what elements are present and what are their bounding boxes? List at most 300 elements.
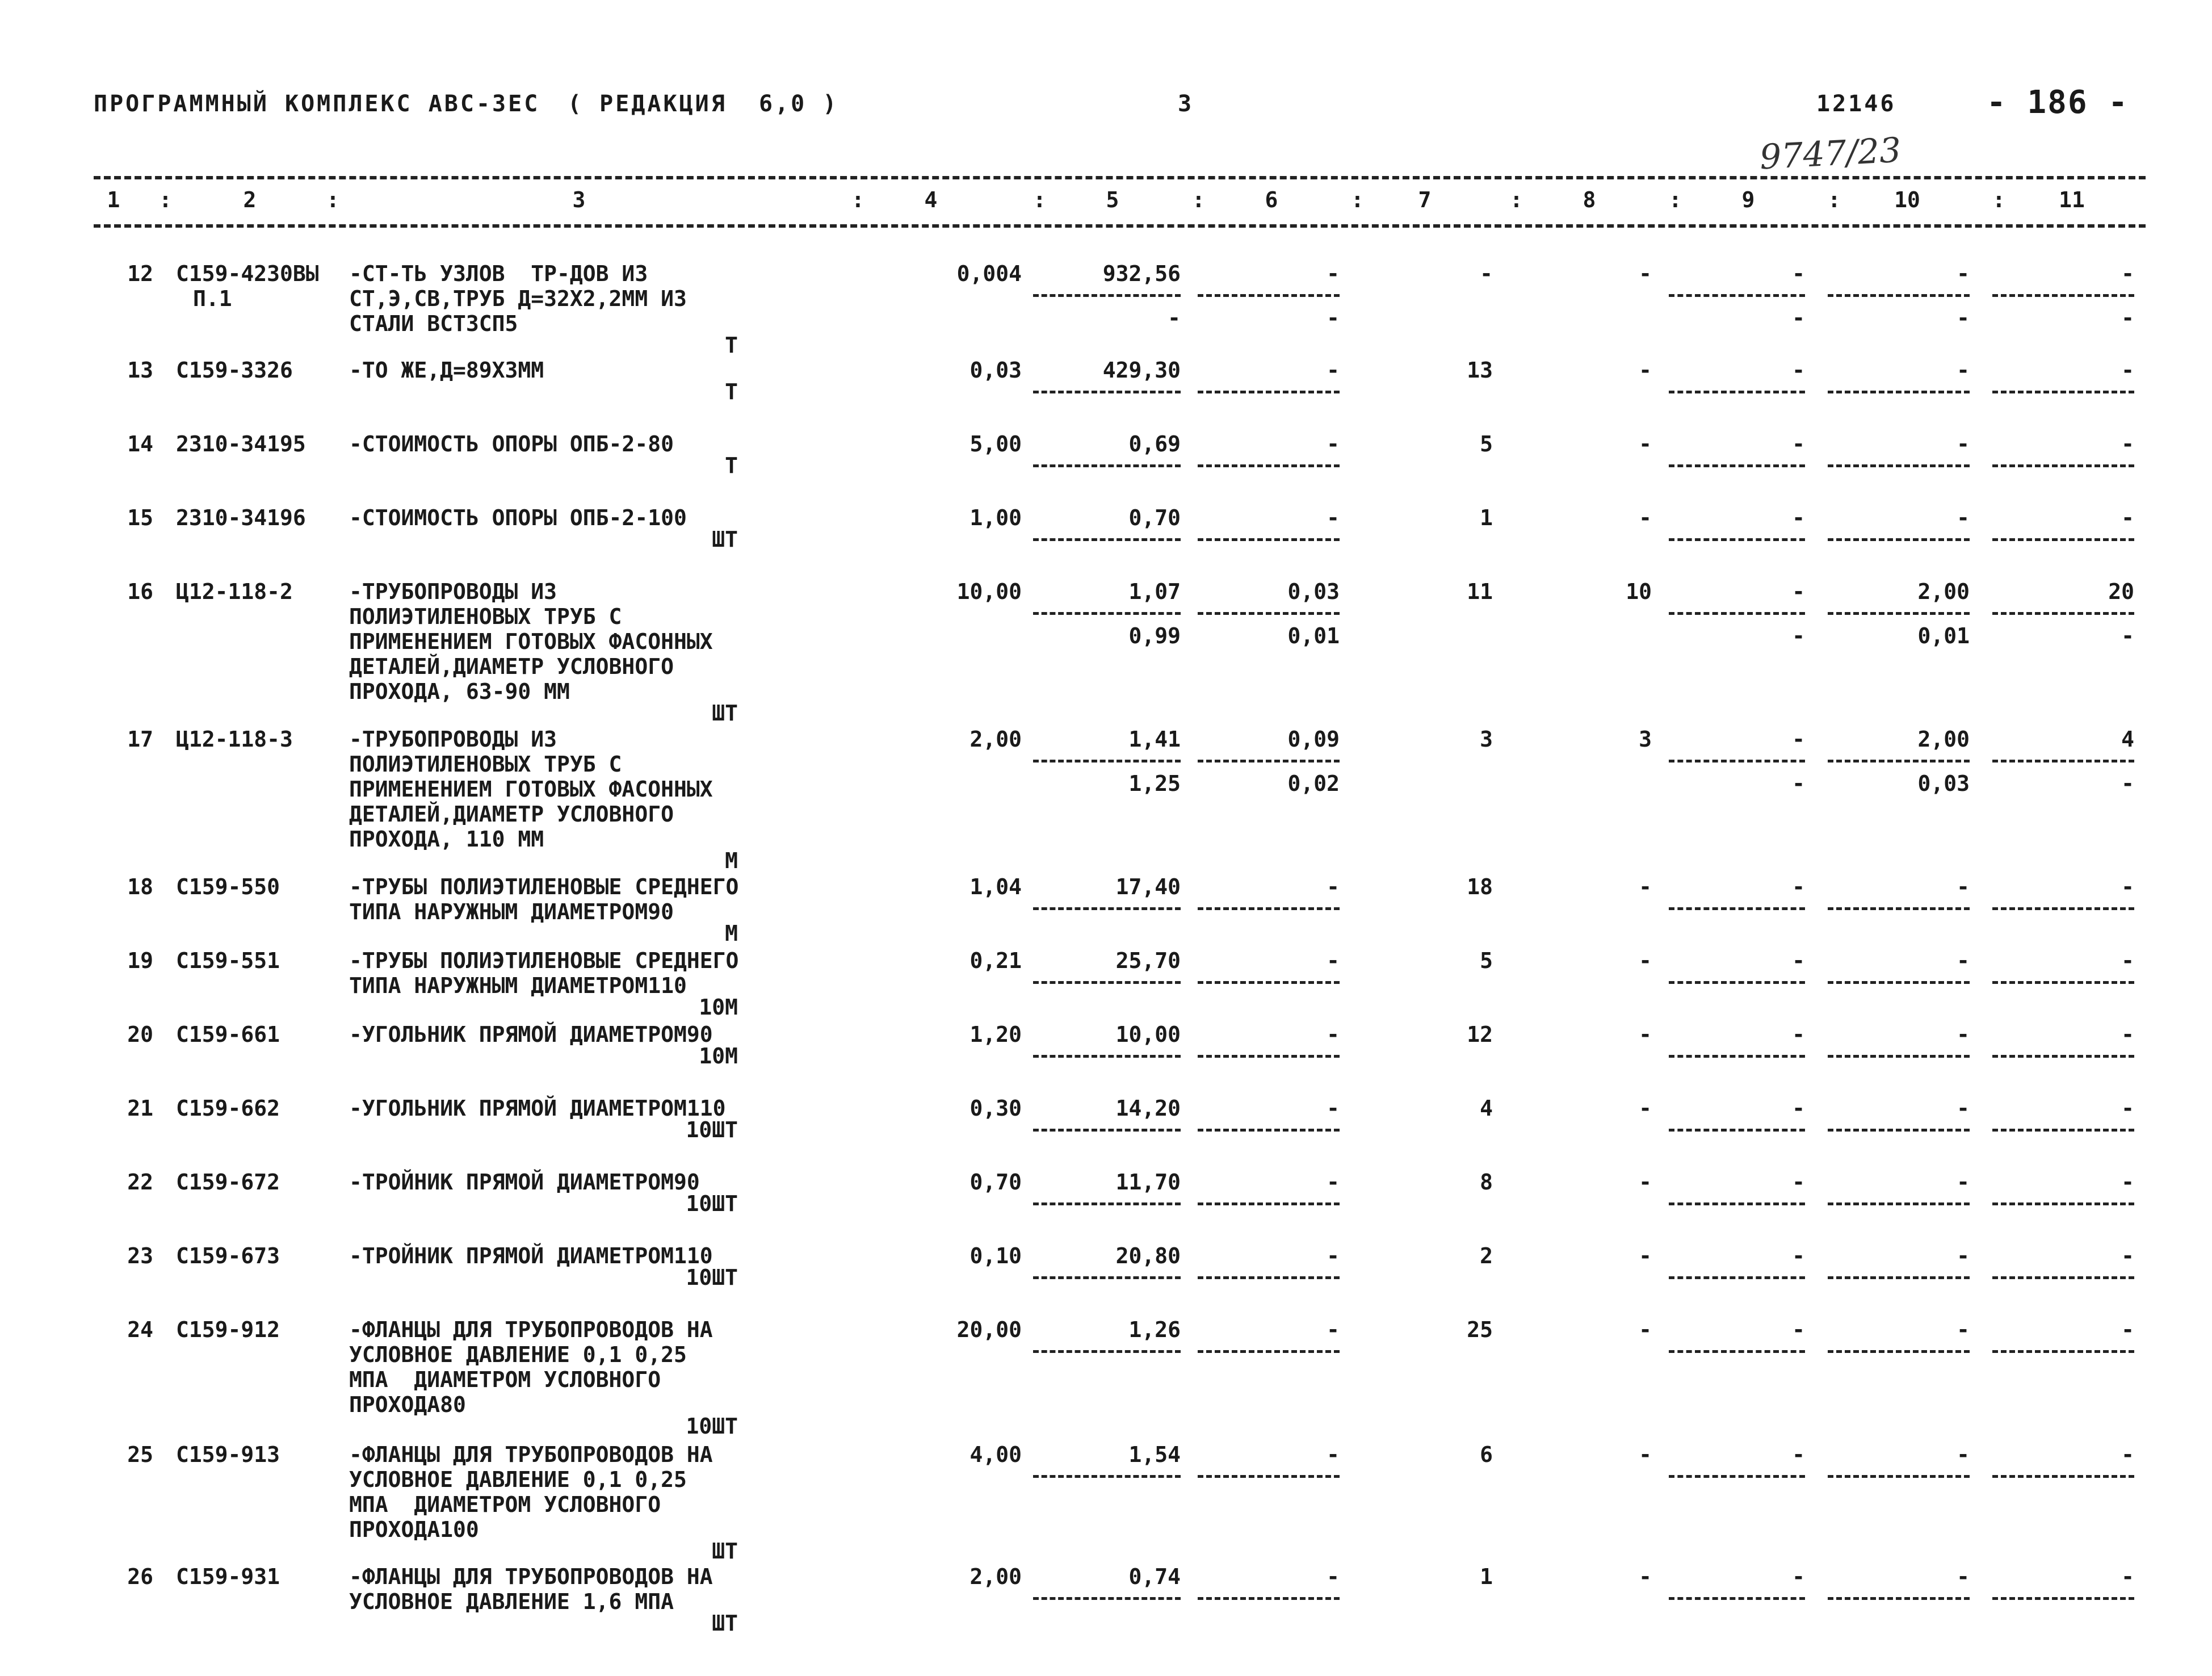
row-description: -ФЛАНЦЫ ДЛЯ ТРУБОПРОВОДОВ НА — [349, 1317, 713, 1342]
value-c6: - — [1327, 874, 1340, 899]
value-c10: - — [1957, 1022, 1970, 1047]
cell-rule — [1198, 907, 1340, 910]
value-c4: 5,00 — [969, 431, 1022, 456]
row-number: 24 — [127, 1317, 153, 1342]
value-c8: - — [1639, 431, 1652, 456]
row-code: С159-551 — [176, 948, 280, 973]
cell-rule — [1828, 538, 1970, 541]
value-c10: - — [1957, 1243, 1970, 1268]
value-c6: - — [1327, 1170, 1340, 1195]
value-c4: 0,30 — [969, 1096, 1022, 1121]
cell-rule — [1033, 1129, 1181, 1132]
value-c9: - — [1792, 1170, 1805, 1195]
cell-rule — [1669, 294, 1805, 297]
cell-rule — [1033, 294, 1181, 297]
value-c11b: - — [2121, 771, 2134, 796]
section-number: 3 — [1178, 91, 1194, 117]
row-unit: ШТ — [712, 701, 738, 726]
row-description: ТИПА НАРУЖНЫМ ДИАМЕТРОМ110 — [349, 973, 687, 998]
page-number: - 186 - — [1987, 84, 2129, 121]
row-unit: М — [725, 848, 738, 873]
value-c9: - — [1792, 358, 1805, 383]
row-number: 12 — [127, 261, 153, 286]
row-number: 23 — [127, 1243, 153, 1268]
cell-rule — [1828, 1276, 1970, 1279]
cell-rule — [1198, 1276, 1340, 1279]
value-c8: - — [1639, 1243, 1652, 1268]
value-c6: - — [1327, 505, 1340, 530]
value-c8: - — [1639, 1022, 1652, 1047]
value-c5: 932,56 — [1102, 261, 1181, 286]
column-header: 11 — [2059, 187, 2085, 212]
value-c7: 1 — [1480, 1564, 1493, 1589]
cell-rule — [1033, 1202, 1181, 1205]
value-c6: - — [1327, 1096, 1340, 1121]
column-separator: : — [326, 187, 339, 212]
value-c10: - — [1957, 505, 1970, 530]
value-c10: - — [1957, 948, 1970, 973]
row-number: 14 — [127, 431, 153, 456]
cell-rule — [1992, 612, 2134, 615]
value-c11: - — [2121, 874, 2134, 899]
value-c6: 0,03 — [1287, 579, 1340, 604]
value-c7: 2 — [1480, 1243, 1493, 1268]
value-c8: - — [1639, 1442, 1652, 1467]
value-c9: - — [1792, 1317, 1805, 1342]
row-code: С159-550 — [176, 874, 280, 899]
document-code: 12146 — [1816, 91, 1896, 117]
value-c5: 0,70 — [1128, 505, 1181, 530]
cell-rule — [1828, 1129, 1970, 1132]
row-description: -ТРОЙНИК ПРЯМОЙ ДИАМЕТРОМ90 — [349, 1170, 700, 1195]
cell-rule — [1033, 1597, 1181, 1600]
value-c11: - — [2121, 1243, 2134, 1268]
value-c5: 20,80 — [1115, 1243, 1181, 1268]
cell-rule — [1033, 612, 1181, 615]
row-code: С159-672 — [176, 1170, 280, 1195]
cell-rule — [1992, 1597, 2134, 1600]
row-number: 20 — [127, 1022, 153, 1047]
row-description: -СТОИМОСТЬ ОПОРЫ ОПБ-2-100 — [349, 505, 687, 530]
cell-rule — [1198, 391, 1340, 393]
row-description: МПА ДИАМЕТРОМ УСЛОВНОГО — [349, 1492, 661, 1517]
value-c11: - — [2121, 505, 2134, 530]
value-c10: 2,00 — [1917, 727, 1970, 752]
value-c9: - — [1792, 579, 1805, 604]
value-c6: - — [1327, 1243, 1340, 1268]
row-description: УСЛОВНОЕ ДАВЛЕНИЕ 1,6 МПА — [349, 1589, 674, 1614]
cell-rule — [1198, 1475, 1340, 1478]
value-c5: 1,41 — [1128, 727, 1181, 752]
cell-rule — [1828, 1202, 1970, 1205]
row-unit: Т — [725, 379, 738, 404]
cell-rule — [1669, 1597, 1805, 1600]
value-c5b: 0,99 — [1128, 623, 1181, 648]
column-header: 6 — [1265, 187, 1278, 212]
row-code: С159-931 — [176, 1564, 280, 1589]
cell-rule — [1033, 1475, 1181, 1478]
row-number: 13 — [127, 358, 153, 383]
cell-rule — [1033, 760, 1181, 762]
row-code: Ц12-118-3 — [176, 727, 293, 752]
cell-rule — [1828, 391, 1970, 393]
column-separator: : — [1033, 187, 1046, 212]
value-c8: 10 — [1626, 579, 1652, 604]
value-c9: - — [1792, 431, 1805, 456]
value-c9b: - — [1792, 305, 1805, 330]
value-c4: 10,00 — [956, 579, 1022, 604]
value-c7: 11 — [1467, 579, 1493, 604]
value-c9b: - — [1792, 771, 1805, 796]
value-c6: - — [1327, 1022, 1340, 1047]
row-code: С159-661 — [176, 1022, 280, 1047]
cell-rule — [1198, 1597, 1340, 1600]
cell-rule — [1992, 760, 2134, 762]
value-c9: - — [1792, 948, 1805, 973]
cell-rule — [1033, 981, 1181, 984]
value-c9: - — [1792, 1564, 1805, 1589]
value-c4: 0,004 — [956, 261, 1022, 286]
row-unit: ШТ — [712, 1611, 738, 1636]
value-c8: - — [1639, 261, 1652, 286]
value-c7: 13 — [1467, 358, 1493, 383]
row-code: С159-912 — [176, 1317, 280, 1342]
value-c8: - — [1639, 948, 1652, 973]
value-c7: 6 — [1480, 1442, 1493, 1467]
cell-rule — [1828, 1350, 1970, 1353]
cell-rule — [1669, 391, 1805, 393]
cell-rule — [1198, 1129, 1340, 1132]
column-header: 2 — [243, 187, 257, 212]
value-c11b: - — [2121, 623, 2134, 648]
value-c5: 0,74 — [1128, 1564, 1181, 1589]
row-description: ПРОХОДА, 63-90 ММ — [349, 679, 570, 704]
cell-rule — [1669, 1276, 1805, 1279]
cell-rule — [1992, 907, 2134, 910]
value-c4: 0,70 — [969, 1170, 1022, 1195]
column-header: 7 — [1418, 187, 1432, 212]
value-c5: 1,54 — [1128, 1442, 1181, 1467]
cell-rule — [1669, 1129, 1805, 1132]
cell-rule — [1669, 1350, 1805, 1353]
row-description: -ТРУБОПРОВОДЫ ИЗ — [349, 579, 557, 604]
value-c4: 0,21 — [969, 948, 1022, 973]
value-c4: 2,00 — [969, 727, 1022, 752]
value-c6: - — [1327, 948, 1340, 973]
cell-rule — [1198, 1202, 1340, 1205]
row-description: УСЛОВНОЕ ДАВЛЕНИЕ 0,1 0,25 — [349, 1467, 687, 1492]
row-description: УСЛОВНОЕ ДАВЛЕНИЕ 0,1 0,25 — [349, 1342, 687, 1367]
row-description: -ТРУБЫ ПОЛИЭТИЛЕНОВЫЕ СРЕДНЕГО — [349, 874, 739, 899]
cell-rule — [1828, 907, 1970, 910]
value-c10: - — [1957, 1442, 1970, 1467]
cell-rule — [1828, 760, 1970, 762]
value-c4: 1,00 — [969, 505, 1022, 530]
value-c9: - — [1792, 1022, 1805, 1047]
row-unit: 10ШТ — [686, 1265, 738, 1290]
row-description: ПРИМЕНЕНИЕМ ГОТОВЫХ ФАСОННЫХ — [349, 629, 713, 654]
cell-rule — [1828, 612, 1970, 615]
row-number: 25 — [127, 1442, 153, 1467]
cell-rule — [1828, 1597, 1970, 1600]
cell-rule — [1828, 464, 1970, 467]
value-c4: 2,00 — [969, 1564, 1022, 1589]
cell-rule — [1033, 1055, 1181, 1058]
cell-rule — [1828, 1055, 1970, 1058]
column-separator: : — [159, 187, 172, 212]
row-description: ПРИМЕНЕНИЕМ ГОТОВЫХ ФАСОННЫХ — [349, 777, 713, 802]
column-separator: : — [1669, 187, 1682, 212]
column-header: 3 — [572, 187, 586, 212]
row-description: ТИПА НАРУЖНЫМ ДИАМЕТРОМ90 — [349, 899, 674, 924]
value-c10b: 0,01 — [1917, 623, 1970, 648]
header-rule-top — [94, 176, 2146, 179]
row-unit: 10М — [699, 995, 738, 1020]
row-unit: 10ШТ — [686, 1191, 738, 1216]
value-c4: 4,00 — [969, 1442, 1022, 1467]
value-c7: 5 — [1480, 948, 1493, 973]
cell-rule — [1198, 612, 1340, 615]
value-c5: 10,00 — [1115, 1022, 1181, 1047]
value-c6: - — [1327, 358, 1340, 383]
row-description: -ФЛАНЦЫ ДЛЯ ТРУБОПРОВОДОВ НА — [349, 1442, 713, 1467]
row-description: ПОЛИЭТИЛЕНОВЫХ ТРУБ С — [349, 604, 622, 629]
row-unit: 10ШТ — [686, 1117, 738, 1142]
cell-rule — [1198, 464, 1340, 467]
cell-rule — [1669, 464, 1805, 467]
value-c10: - — [1957, 1170, 1970, 1195]
value-c8: - — [1639, 358, 1652, 383]
cell-rule — [1198, 760, 1340, 762]
row-code: С159-913 — [176, 1442, 280, 1467]
value-c7: 3 — [1480, 727, 1493, 752]
cell-rule — [1992, 1129, 2134, 1132]
row-number: 26 — [127, 1564, 153, 1589]
row-number: 21 — [127, 1096, 153, 1121]
value-c9: - — [1792, 1442, 1805, 1467]
value-c11: - — [2121, 358, 2134, 383]
cell-rule — [1669, 538, 1805, 541]
row-description: ДЕТАЛЕЙ,ДИАМЕТР УСЛОВНОГО — [349, 654, 674, 679]
value-c7: - — [1480, 261, 1493, 286]
value-c11: - — [2121, 1317, 2134, 1342]
value-c5: 0,69 — [1128, 431, 1181, 456]
cell-rule — [1992, 538, 2134, 541]
cell-rule — [1033, 464, 1181, 467]
value-c9b: - — [1792, 623, 1805, 648]
value-c10: - — [1957, 1096, 1970, 1121]
value-c7: 1 — [1480, 505, 1493, 530]
row-description: -УГОЛЬНИК ПРЯМОЙ ДИАМЕТРОМ90 — [349, 1022, 713, 1047]
row-unit: ШТ — [712, 527, 738, 552]
row-unit: Т — [725, 333, 738, 358]
value-c6b: 0,01 — [1287, 623, 1340, 648]
value-c4: 1,04 — [969, 874, 1022, 899]
value-c10b: 0,03 — [1917, 771, 1970, 796]
value-c4: 0,10 — [969, 1243, 1022, 1268]
value-c8: - — [1639, 1564, 1652, 1589]
row-code-sub: П.1 — [193, 286, 232, 311]
row-unit: М — [725, 921, 738, 946]
row-code: Ц12-118-2 — [176, 579, 293, 604]
row-description: МПА ДИАМЕТРОМ УСЛОВНОГО — [349, 1367, 661, 1392]
row-number: 19 — [127, 948, 153, 973]
value-c7: 5 — [1480, 431, 1493, 456]
value-c11: - — [2121, 261, 2134, 286]
cell-rule — [1992, 464, 2134, 467]
value-c11: - — [2121, 1096, 2134, 1121]
cell-rule — [1992, 1475, 2134, 1478]
column-separator: : — [851, 187, 864, 212]
value-c6: - — [1327, 431, 1340, 456]
row-description: ПРОХОДА80 — [349, 1392, 466, 1417]
cell-rule — [1033, 538, 1181, 541]
row-description: ПОЛИЭТИЛЕНОВЫХ ТРУБ С — [349, 752, 622, 777]
cell-rule — [1669, 1055, 1805, 1058]
row-unit: 10М — [699, 1044, 738, 1069]
row-description: -ТРУБОПРОВОДЫ ИЗ — [349, 727, 557, 752]
value-c10: - — [1957, 1317, 1970, 1342]
value-c6b: 0,02 — [1287, 771, 1340, 796]
value-c5: 429,30 — [1102, 358, 1181, 383]
value-c10: - — [1957, 874, 1970, 899]
value-c9: - — [1792, 1243, 1805, 1268]
cell-rule — [1198, 1350, 1340, 1353]
value-c11: - — [2121, 1442, 2134, 1467]
column-header: 5 — [1106, 187, 1119, 212]
row-number: 18 — [127, 874, 153, 899]
value-c5: 25,70 — [1115, 948, 1181, 973]
cell-rule — [1033, 391, 1181, 393]
row-description: ПРОХОДА100 — [349, 1517, 479, 1542]
value-c8: - — [1639, 1096, 1652, 1121]
column-separator: : — [1192, 187, 1205, 212]
cell-rule — [1669, 907, 1805, 910]
cell-rule — [1198, 981, 1340, 984]
value-c6: - — [1327, 1317, 1340, 1342]
value-c5: 17,40 — [1115, 874, 1181, 899]
column-separator: : — [1510, 187, 1523, 212]
program-title: ПРОГРАММНЫЙ КОМПЛЕКС АВС-3ЕС — [94, 91, 540, 117]
column-separator: : — [1992, 187, 2005, 212]
value-c10b: - — [1957, 305, 1970, 330]
cell-rule — [1669, 1202, 1805, 1205]
cell-rule — [1992, 981, 2134, 984]
row-description: СТ,Э,СВ,ТРУБ Д=32Х2,2ММ ИЗ — [349, 286, 687, 311]
value-c9: - — [1792, 261, 1805, 286]
value-c10: - — [1957, 358, 1970, 383]
row-description: -ФЛАНЦЫ ДЛЯ ТРУБОПРОВОДОВ НА — [349, 1564, 713, 1589]
value-c8: - — [1639, 1170, 1652, 1195]
cell-rule — [1992, 1276, 2134, 1279]
value-c10: - — [1957, 431, 1970, 456]
value-c8: - — [1639, 505, 1652, 530]
cell-rule — [1828, 1475, 1970, 1478]
row-code: С159-662 — [176, 1096, 280, 1121]
column-separator: : — [1828, 187, 1841, 212]
value-c10: - — [1957, 1564, 1970, 1589]
cell-rule — [1669, 612, 1805, 615]
cell-rule — [1198, 294, 1340, 297]
value-c6: - — [1327, 1442, 1340, 1467]
column-header: 10 — [1894, 187, 1920, 212]
row-unit: ШТ — [712, 1539, 738, 1564]
value-c9: - — [1792, 1096, 1805, 1121]
row-code: С159-673 — [176, 1243, 280, 1268]
value-c6: - — [1327, 1564, 1340, 1589]
cell-rule — [1992, 391, 2134, 393]
value-c6: - — [1327, 261, 1340, 286]
value-c5: 14,20 — [1115, 1096, 1181, 1121]
handwritten-reference: 9747/23 — [1758, 130, 1902, 178]
row-code: С159-3326 — [176, 358, 293, 383]
value-c8: - — [1639, 1317, 1652, 1342]
cell-rule — [1033, 907, 1181, 910]
value-c4: 20,00 — [956, 1317, 1022, 1342]
cell-rule — [1992, 1055, 2134, 1058]
row-number: 17 — [127, 727, 153, 752]
value-c7: 12 — [1467, 1022, 1493, 1047]
value-c6: 0,09 — [1287, 727, 1340, 752]
cell-rule — [1992, 1350, 2134, 1353]
cell-rule — [1669, 981, 1805, 984]
row-code: 2310-34196 — [176, 505, 306, 530]
value-c11: - — [2121, 431, 2134, 456]
value-c11: - — [2121, 948, 2134, 973]
cell-rule — [1198, 1055, 1340, 1058]
value-c9: - — [1792, 874, 1805, 899]
value-c6b: - — [1327, 305, 1340, 330]
value-c5b: 1,25 — [1128, 771, 1181, 796]
row-unit: 10ШТ — [686, 1414, 738, 1439]
value-c4: 0,03 — [969, 358, 1022, 383]
cell-rule — [1828, 294, 1970, 297]
value-c7: 4 — [1480, 1096, 1493, 1121]
cell-rule — [1033, 1350, 1181, 1353]
row-description: -ТРУБЫ ПОЛИЭТИЛЕНОВЫЕ СРЕДНЕГО — [349, 948, 739, 973]
value-c7: 25 — [1467, 1317, 1493, 1342]
value-c10: 2,00 — [1917, 579, 1970, 604]
value-c11: - — [2121, 1170, 2134, 1195]
value-c7: 18 — [1467, 874, 1493, 899]
value-c5: 1,07 — [1128, 579, 1181, 604]
value-c5b: - — [1168, 305, 1181, 330]
edition: ( РЕДАКЦИЯ 6,0 ) — [568, 91, 839, 117]
cell-rule — [1992, 294, 2134, 297]
column-header: 8 — [1583, 187, 1596, 212]
value-c11: - — [2121, 1564, 2134, 1589]
value-c11b: - — [2121, 305, 2134, 330]
value-c4: 1,20 — [969, 1022, 1022, 1047]
row-code: 2310-34195 — [176, 431, 306, 456]
column-separator: : — [1351, 187, 1364, 212]
column-header: 9 — [1741, 187, 1755, 212]
row-description: -СТОИМОСТЬ ОПОРЫ ОПБ-2-80 — [349, 431, 674, 456]
row-code: С159-4230ВЫ — [176, 261, 319, 286]
header-rule-bottom — [94, 224, 2146, 228]
row-number: 16 — [127, 579, 153, 604]
cell-rule — [1992, 1202, 2134, 1205]
row-description: -ТО ЖЕ,Д=89Х3ММ — [349, 358, 544, 383]
value-c11: 4 — [2121, 727, 2134, 752]
row-number: 15 — [127, 505, 153, 530]
value-c7: 8 — [1480, 1170, 1493, 1195]
value-c11: - — [2121, 1022, 2134, 1047]
cell-rule — [1828, 981, 1970, 984]
cell-rule — [1669, 1475, 1805, 1478]
value-c9: - — [1792, 505, 1805, 530]
row-number: 22 — [127, 1170, 153, 1195]
